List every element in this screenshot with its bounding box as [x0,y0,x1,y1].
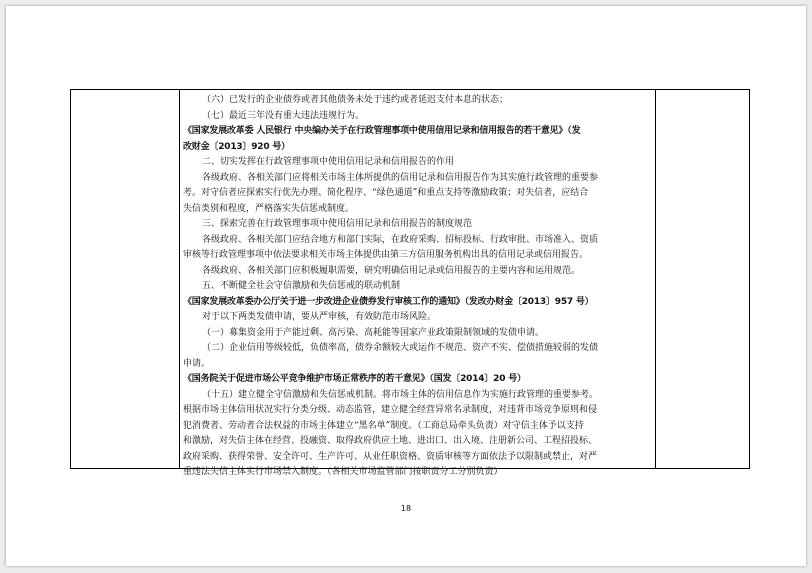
document-text-line: 和激励，对失信主体在经营、投融资、取得政府供应土地、进出口、出入境、注册新公司、工程招投标、 [183,436,598,446]
column-divider-left [179,90,180,468]
document-text-line: 对于以下两类发债申请，要从严审核，有效防范市场风险。 [202,312,437,322]
document-text-line: 根据市场主体信用状况实行分类分级、动态监管，建立健全经营异常名录制度，对违背市场竞争原则和侵 [183,405,598,415]
document-text-line: 三、探索完善在行政管理事项中使用信用记录和信用报告的制度规范 [202,219,473,229]
document-page [6,6,806,566]
document-text-line: 各级政府、各相关部门应积极履职需要，研究明确信用记录或信用报告的主要内容和运用规范。 [202,265,581,276]
document-text-line: 犯消费者、劳动者合法权益的市场主体建立“黑名单”制度。（工商总局牵头负责）对守信主体予以支持 [183,420,584,431]
document-text-line: （一）募集资金用于产能过剩、高污染、高耗能等国家产业政策限制领域的发债申请。 [202,327,545,338]
page-number: 18 [400,504,412,513]
table-main-cell [183,93,653,481]
document-text-line: 考。对守信者应探索实行优先办理、简化程序、“绿色通道”和重点支持等激励政策；对失信者，应结合 [183,188,589,198]
document-citation-line: 《国家发展改革委 人民银行 中央编办关于在行政管理事项中使用信用记录和信用报告的若干意见》（发 [183,126,581,136]
document-text-line: 申请。 [183,358,211,369]
content-table [70,89,750,477]
document-text-line: 各级政府、各相关部门应结合地方和部门实际，在政府采购、招标投标、行政审批、市场准入、资质 [202,234,599,245]
document-text-line: 政府采购、获得荣誉、安全许可、生产许可、从业任职资格、资质审核等方面依法予以限制或禁止，对严 [183,451,598,462]
document-citation-line: 改财金〔2013〕920 号） [183,141,290,152]
document-text-line: （十五）建立健全守信激励和失信惩戒机制。将市场主体的信用信息作为实施行政管理的重要参考。 [202,389,599,400]
document-text-line: 重违法失信主体实行市场禁入制度。（各相关市场监管部门按职责分工分别负责） [183,467,503,477]
column-divider-right [655,90,656,468]
document-text-line: （二）企业信用等级较低，负债率高，债券余额较大或运作不规范、资产不实、偿债措施较弱的发债 [202,343,599,353]
document-citation-line: 《国务院关于促进市场公平竞争维护市场正常秩序的若干意见》（国发〔2014〕20 号） [183,374,526,384]
document-text-line: （七）最近三年没有重大违法违规行为。 [202,110,365,121]
document-text-line: 二、切实发挥在行政管理事项中使用信用记录和信用报告的作用 [202,157,455,167]
document-citation-line: 《国家发展改革委办公厅关于进一步改进企业债券发行审核工作的通知》（发改办财金〔2013〕957 号） [183,296,594,307]
document-text-line: （六）已发行的企业债券或者其他债务未处于违约或者延迟支付本息的状态； [202,95,509,105]
document-text-line: 各级政府、各相关部门应将相关市场主体所提供的信用记录和信用报告作为其实施行政管理的重要参 [202,172,599,183]
document-text-line: 失信类别和程度，严格落实失信惩戒制度。 [183,203,355,214]
document-text-line: 审核等行政管理事项中依法要求相关市场主体提供由第三方信用服务机构出具的信用记录或信用报告。 [183,250,589,260]
document-text-line: 五、不断健全社会守信激励和失信惩戒的联动机制 [202,281,401,291]
